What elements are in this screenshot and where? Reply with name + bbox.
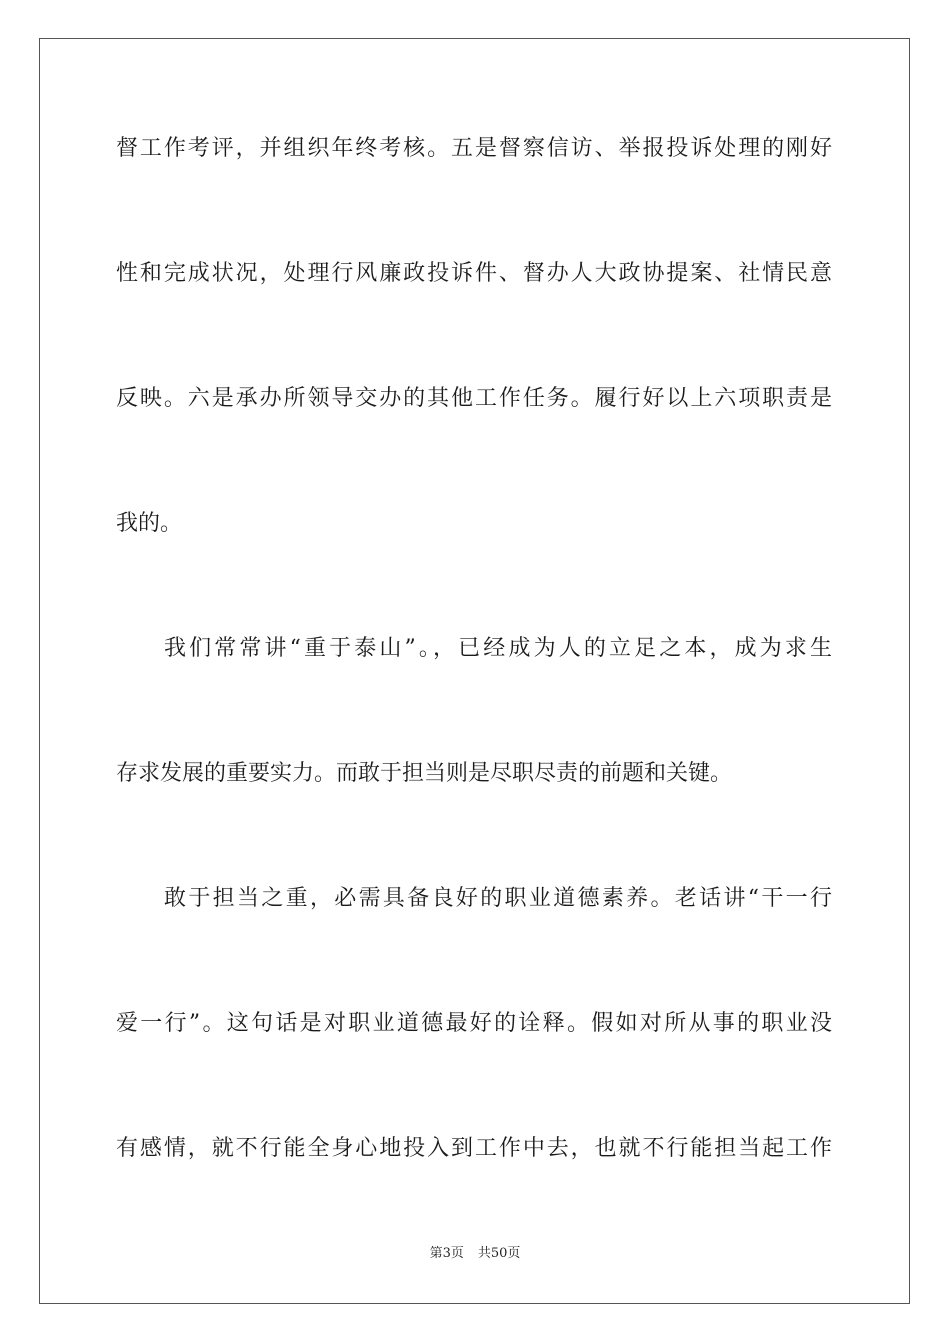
body-line-2: 性和完成状况，处理行风廉政投诉件、督办人大政协提案、社情民意 [116, 261, 832, 286]
body-line-6: 存求发展的重要实力。而敢于担当则是尽职尽责的前题和关键。 [116, 761, 733, 786]
body-line-5: 我们常常讲“重于泰山”。，已经成为人的立足之本，成为求生 [164, 636, 832, 661]
body-line-3: 反映。六是承办所领导交办的其他工作任务。履行好以上六项职责是 [116, 386, 832, 411]
page-number: 第3页 [429, 1246, 464, 1261]
body-line-9: 有感情，就不行能全身心地投入到工作中去，也就不行能担当起工作 [116, 1136, 832, 1161]
page-footer [0, 1245, 950, 1263]
page-border [39, 38, 910, 1304]
body-line-1: 督工作考评，并组织年终考核。五是督察信访、举报投诉处理的刚好 [116, 136, 832, 161]
body-line-7: 敢于担当之重，必需具备良好的职业道德素养。老话讲“干一行 [164, 886, 832, 911]
body-line-8: 爱一行”。这句话是对职业道德最好的诠释。假如对所从事的职业没 [116, 1011, 832, 1036]
page-total: 共50页 [477, 1246, 521, 1261]
body-line-4: 我的。 [116, 511, 183, 536]
